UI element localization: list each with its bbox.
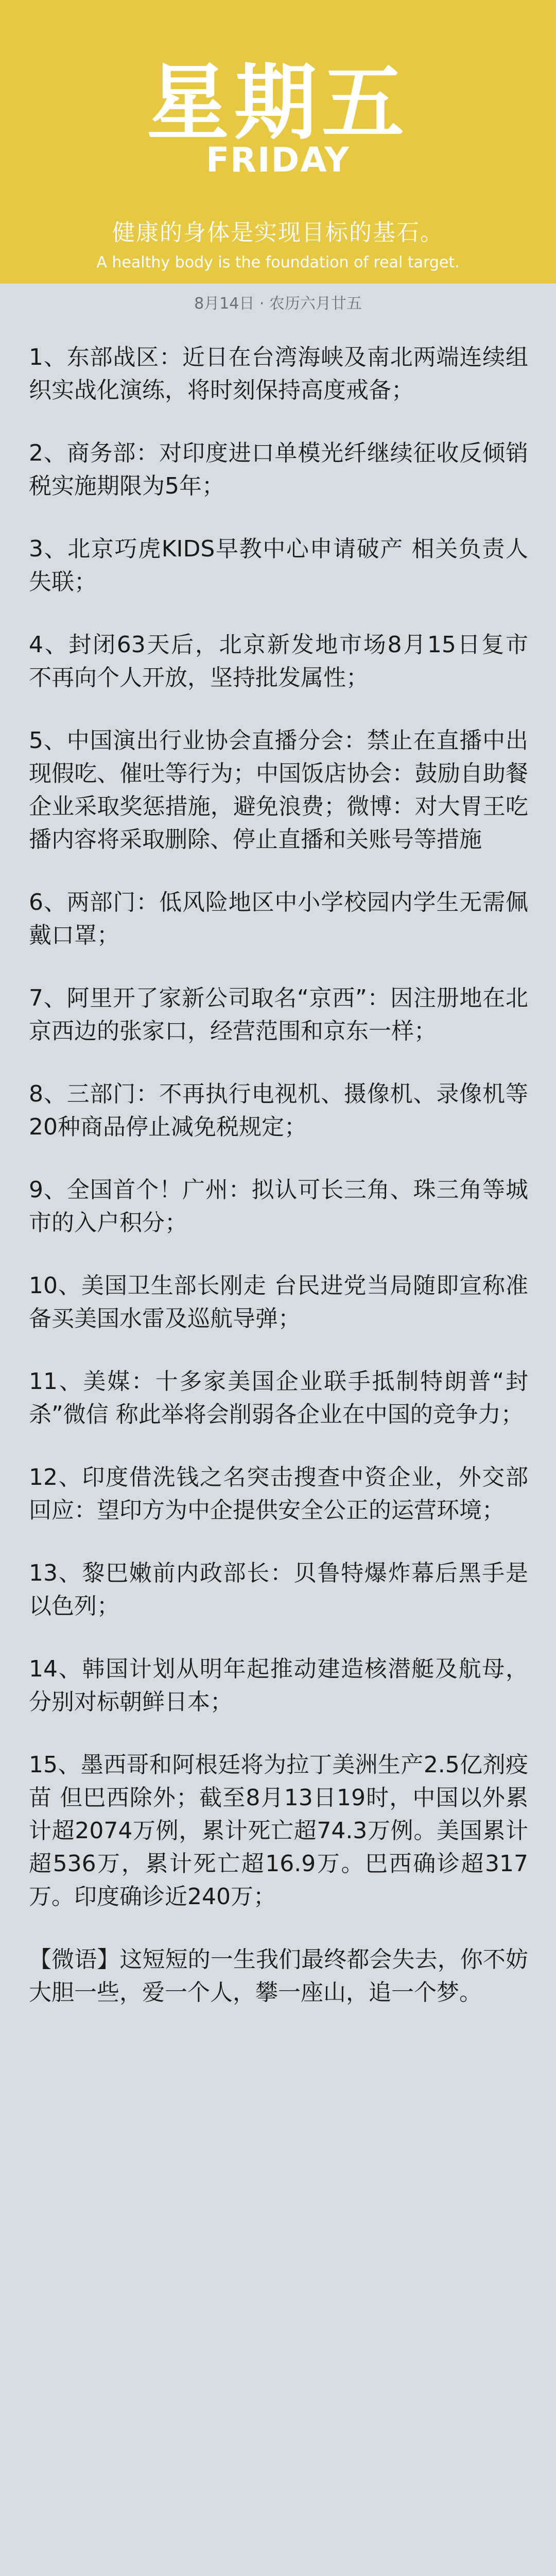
weekday-title: 星期五 bbox=[146, 55, 409, 151]
news-item: 13、黎巴嫩前内政部长：贝鲁特爆炸幕后黑手是以色列； bbox=[29, 1560, 528, 1619]
news-item: 5、中国演出行业协会直播分会：禁止在直播中出现假吃、催吐等行为；中国饭店协会：鼓励自助餐企业采取奖惩措施，避免浪费；微博：对大胃王吃播内容将采取删除、停止直播和关账号等措施 bbox=[29, 727, 528, 853]
news-item: 14、韩国计划从明年起推动建造核潜艇及航母，分别对标朝鲜日本； bbox=[29, 1656, 528, 1715]
news-item: 11、美媒：十多家美国企业联手抵制特朗普“封杀”微信 称此举将会削弱各企业在中国的竞争力； bbox=[29, 1368, 528, 1428]
news-item: 8、三部门：不再执行电视机、摄像机、录像机等20种商品停止减免税规定； bbox=[29, 1081, 528, 1140]
news-item: 6、两部门：低风险地区中小学校园内学生无需佩戴口罩； bbox=[29, 889, 528, 948]
quote-text: 【微语】这短短的一生我们最终都会失去，你不妨大胆一些，爱一个人，攀一座山，追一个梦。 bbox=[29, 1946, 528, 2006]
slogan-chinese: 健康的身体是实现目标的基石。 bbox=[112, 219, 444, 246]
weekday-subtitle: FRIDAY bbox=[206, 140, 350, 180]
news-item: 1、东部战区：近日在台湾海峡及南北两端连续组织实战化演练，将时刻保持高度戒备； bbox=[29, 344, 528, 403]
news-item: 7、阿里开了家新公司取名“京西”：因注册地在北京西边的张家口，经营范围和京东一样； bbox=[29, 985, 528, 1044]
news-item: 3、北京巧虎KIDS早教中心申请破产 相关负责人失联； bbox=[29, 536, 528, 595]
news-item: 15、墨西哥和阿根廷将为拉丁美洲生产2.5亿剂疫苗 但巴西除外；截至8月13日19时，中国以外累计超2074万例，累计死亡超74.3万例。美国累计超536万，累计死亡超16.9万。巴西确诊超317万。印度确诊近240万； bbox=[29, 1752, 528, 1910]
news-item: 9、全国首个！广州：拟认可长三角、珠三角等城市的入户积分； bbox=[29, 1177, 528, 1236]
news-item: 2、商务部：对印度进口单模光纤继续征收反倾销税实施期限为5年； bbox=[29, 440, 528, 499]
news-list bbox=[29, 341, 528, 2009]
news-item: 4、封闭63天后，北京新发地市场8月15日复市 不再向个人开放，坚持批发属性； bbox=[29, 632, 528, 691]
slogan-english: A healthy body is the foundation of real target. bbox=[96, 253, 460, 272]
news-item: 10、美国卫生部长刚走 台民进党当局随即宣称准备买美国水雷及巡航导弹； bbox=[29, 1273, 528, 1332]
news-item: 12、印度借洗钱之名突击搜查中资企业，外交部回应：望印方为中企提供安全公正的运营环境； bbox=[29, 1464, 528, 1523]
header-banner bbox=[0, 0, 556, 283]
date-line: 8月14日 · 农历六月廿五 bbox=[194, 295, 362, 313]
